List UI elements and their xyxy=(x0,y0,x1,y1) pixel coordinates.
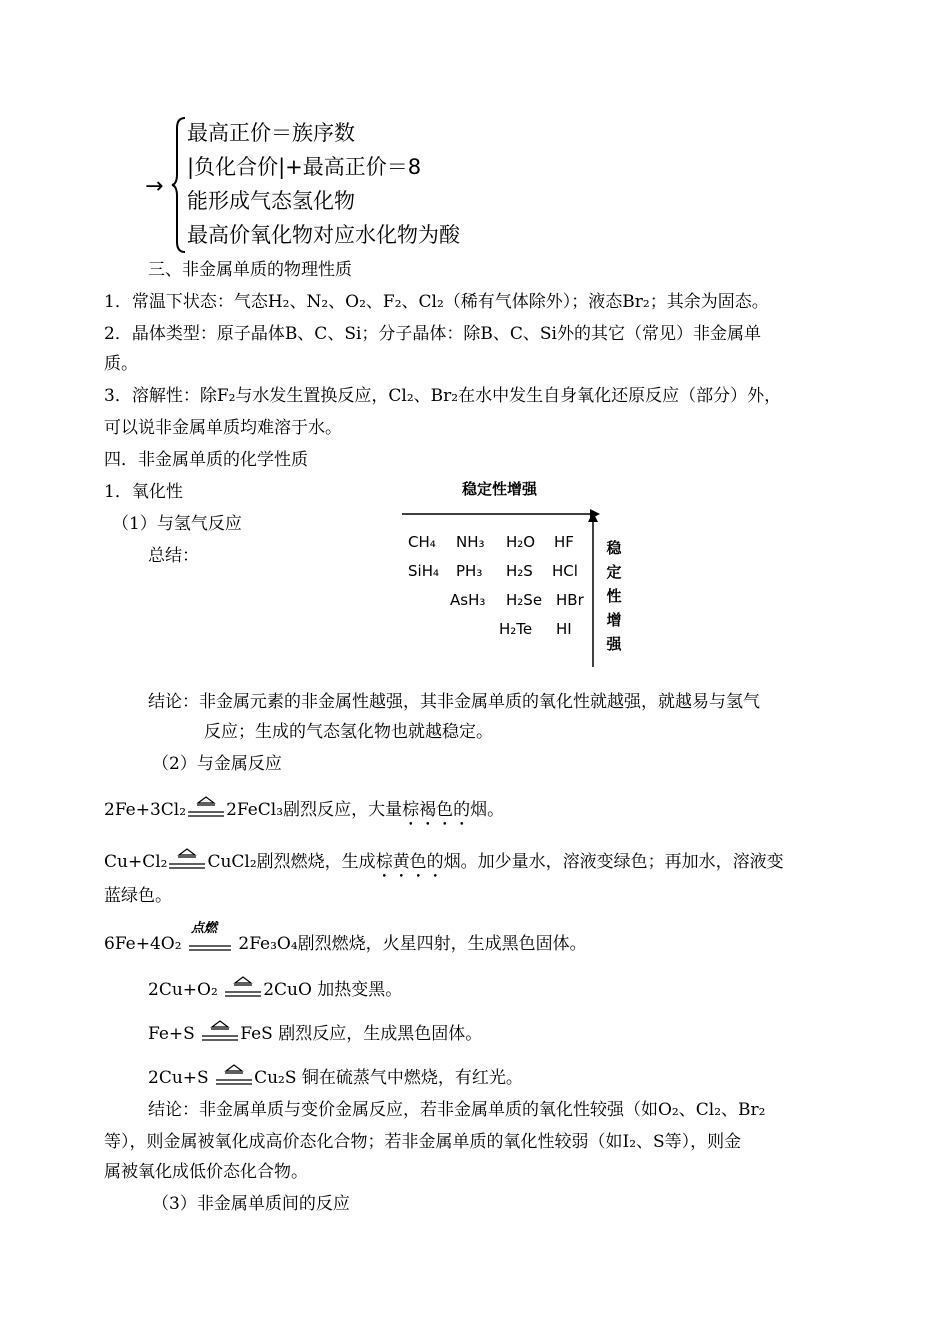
reaction-line xyxy=(148,1066,523,1091)
products: 2FeCl₃剧烈反应，大量 xyxy=(226,800,403,820)
reactants: 6Fe+4O₂ xyxy=(104,934,182,954)
reaction-line xyxy=(104,798,504,830)
brace-items xyxy=(187,116,460,252)
reactants: Cu+Cl₂ xyxy=(104,852,168,872)
description: 烟。 xyxy=(470,800,505,820)
heat-icon xyxy=(214,1063,254,1089)
property-brace-block xyxy=(145,116,505,256)
hydride-cell: HF xyxy=(554,533,574,551)
paragraph: 蓝绿色。 xyxy=(104,886,172,906)
paragraph: 结论：非金属单质与变价金属反应，若非金属单质的氧化性较强（如O₂、Cl₂、Br₂ xyxy=(148,1100,766,1120)
summary-label: 总结： xyxy=(148,546,199,566)
subheading: 1．氧化性 xyxy=(104,482,183,502)
heat-icon xyxy=(167,847,207,873)
reactants: 2Cu+S xyxy=(148,1068,209,1088)
products: CuCl₂剧烈燃烧，生成 xyxy=(207,852,376,872)
heat-icon xyxy=(200,1019,240,1045)
brace-item: 最高正价＝族序数 xyxy=(187,121,355,145)
paragraph: 反应；生成的气态氢化物也就越稳定。 xyxy=(204,722,493,742)
heat-icon xyxy=(186,795,226,821)
heat-condition xyxy=(186,799,226,823)
hydride-cell: PH₃ xyxy=(456,562,483,580)
heat-condition xyxy=(167,851,207,875)
brace-icon xyxy=(171,116,187,254)
products: 2Fe₃O₄剧烈燃烧，火星四射，生成黑色固体。 xyxy=(238,934,587,954)
reaction-line xyxy=(148,1022,482,1047)
brace-item: |负化合价|+最高正价＝8 xyxy=(187,155,422,179)
ignite-label: 点燃 xyxy=(190,920,217,936)
hydride-cell: SiH₄ xyxy=(408,562,439,580)
paragraph: 可以说非金属单质均难溶于水。 xyxy=(104,418,342,438)
paragraph: 等），则金属被氧化成高价态化合物；若非金属单质的氧化性较弱（如I₂、S等），则金 xyxy=(104,1132,742,1152)
vertical-char: 稳 xyxy=(606,539,622,557)
diagram-title: 稳定性增强 xyxy=(462,480,538,498)
hydride-cell: H₂S xyxy=(506,562,533,580)
vertical-char: 强 xyxy=(606,635,622,653)
section4-heading: 四．非金属单质的化学性质 xyxy=(104,450,308,470)
hydride-cell: NH₃ xyxy=(456,533,485,551)
emphasis-text: 棕黄色的 xyxy=(375,852,444,872)
paragraph: 质。 xyxy=(104,354,138,374)
brace-item: 能形成气态氢化物 xyxy=(187,189,355,213)
brace-item: 最高价氧化物对应水化物为酸 xyxy=(187,223,460,247)
vertical-char: 定 xyxy=(606,563,622,581)
hydride-stability-diagram xyxy=(400,478,630,673)
subheading: （3）非金属单质间的反应 xyxy=(152,1194,350,1214)
emphasis-text: 棕褐色的 xyxy=(402,800,471,820)
paragraph: 3．溶解性：除F₂与水发生置换反应，Cl₂、Br₂在水中发生自身氧化还原反应（部分）外， xyxy=(104,386,782,406)
hydride-cell: H₂O xyxy=(506,533,536,551)
section3-heading: 三、非金属单质的物理性质 xyxy=(148,260,352,280)
subheading: （1）与氢气反应 xyxy=(112,514,242,534)
description: 烟。加少量水，溶液变绿色；再加水，溶液变 xyxy=(443,852,784,872)
heat-icon xyxy=(223,975,263,1001)
vertical-char: 增 xyxy=(606,611,622,629)
ignite-icon xyxy=(187,929,233,955)
heat-condition xyxy=(200,1023,240,1047)
products: FeS 剧烈反应，生成黑色固体。 xyxy=(240,1024,483,1044)
hydride-cell: AsH₃ xyxy=(450,591,486,609)
products: 2CuO 加热变黑。 xyxy=(263,980,403,1000)
vertical-char: 性 xyxy=(606,587,622,605)
heat-condition xyxy=(214,1067,254,1091)
hydride-cell: H₂Se xyxy=(506,591,543,609)
reactants: Fe+S xyxy=(148,1024,195,1044)
subheading: （2）与金属反应 xyxy=(152,754,282,774)
paragraph: 属被氧化成低价态化合物。 xyxy=(104,1162,308,1182)
reactants: 2Cu+O₂ xyxy=(148,980,218,1000)
paragraph: 1．常温下状态：气态H₂、N₂、O₂、F₂、Cl₂（稀有气体除外）；液态Br₂；其余为固态。 xyxy=(104,292,769,312)
hydride-cell: H₂Te xyxy=(499,620,533,638)
reaction-line xyxy=(104,850,784,882)
reaction-line xyxy=(148,978,402,1003)
paragraph: 结论：非金属元素的非金属性越强，其非金属单质的氧化性就越强，就越易与氢气 xyxy=(148,692,760,712)
hydride-cell: HBr xyxy=(556,591,584,609)
paragraph: 2．晶体类型：原子晶体B、C、Si；分子晶体：除B、C、Si外的其它（常见）非金属单 xyxy=(104,324,761,344)
arrows-graphic xyxy=(400,502,630,672)
hydride-cell: HI xyxy=(556,620,572,638)
hydride-cell: HCl xyxy=(552,562,578,580)
vertical-label xyxy=(605,536,623,656)
hydride-cell: CH₄ xyxy=(408,533,436,551)
products: Cu₂S 铜在硫蒸气中燃烧，有红光。 xyxy=(254,1068,523,1088)
reaction-line xyxy=(104,920,587,957)
arrow-icon: → xyxy=(145,174,164,199)
heat-condition xyxy=(223,979,263,1003)
ignite-condition xyxy=(187,920,233,957)
reactants: 2Fe+3Cl₂ xyxy=(104,800,187,820)
